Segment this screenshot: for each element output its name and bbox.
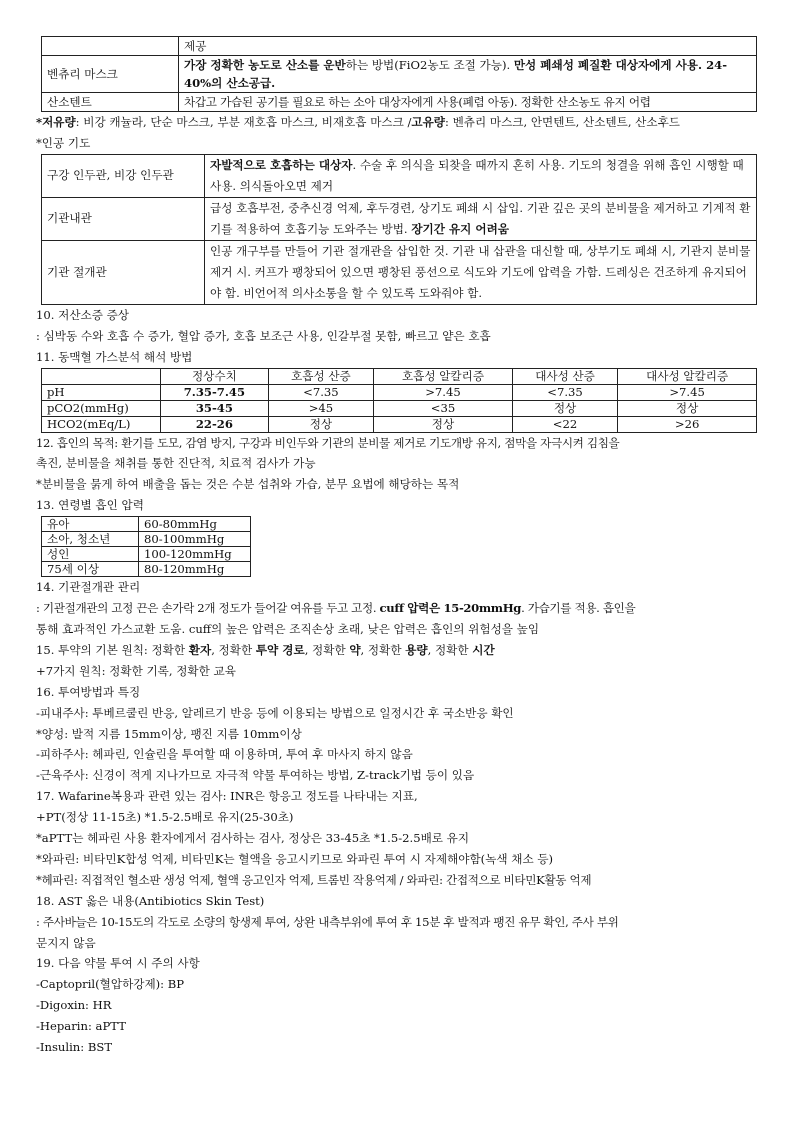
list-item: -Digoxin: HR xyxy=(36,998,112,1013)
table-row xyxy=(42,400,757,416)
column-header xyxy=(42,368,161,384)
table-cell: >45 xyxy=(268,400,373,416)
section-body: 문지지 않음 xyxy=(36,935,96,950)
list-item: -피내주사: 투베르쿨린 반응, 알레르기 반응 등에 이용되는 방법으로 일정시간 후 국소반응 확인 xyxy=(36,705,514,720)
table-cell: <7.35 xyxy=(268,384,373,400)
table-cell: >7.45 xyxy=(374,384,513,400)
section-body: 통해 효과적인 가스교환 도움. cuff의 높은 압력은 조직손상 초래, 낮은 압력은 흡인의 위험성을 높임 xyxy=(36,621,540,636)
section-title: 15. 투약의 기본 원칙: 정확한 환자, 정확한 투약 경로, 정확한 약, 정확한 용량, 정확한 시간 xyxy=(36,642,495,657)
table-row xyxy=(42,197,757,240)
table-row xyxy=(42,517,251,532)
table-cell: pCO2(mmHg) xyxy=(42,400,161,416)
age-group: 75세 이상 xyxy=(42,562,139,577)
list-item: -피하주사: 헤파린, 인슐린을 투여할 때 이용하며, 투여 후 마사지 하지 않음 xyxy=(36,747,413,762)
section-title: 17. Wafarine복용과 관련 있는 검사: INR은 항응고 정도를 나타내는 지표, xyxy=(36,789,418,804)
section-title: 10. 저산소증 증상 xyxy=(36,307,130,322)
section-body: +7가지 원칙: 정확한 기록, 정확한 교육 xyxy=(36,663,236,678)
column-header: 호흡성 알칼리증 xyxy=(374,368,513,384)
table-cell: 정상 xyxy=(374,416,513,432)
list-item: *와파린: 비타민K합성 억제, 비타민K는 혈액을 응고시키므로 와파린 투여 시 자제해야함(녹색 채소 등) xyxy=(36,851,554,866)
airway-label: 기관내관 xyxy=(42,197,205,240)
table-cell: 정상 xyxy=(268,416,373,432)
section-body: *분비물을 묽게 하여 배출을 돕는 것은 수분 섭취와 가습, 분무 요법에 해당하는 목적 xyxy=(36,477,460,492)
artificial-airway-table xyxy=(41,154,757,305)
pressure-value: 60-80mmHg xyxy=(139,517,251,532)
age-group: 소아, 청소년 xyxy=(42,532,139,547)
pressure-value: 80-120mmHg xyxy=(139,562,251,577)
list-item: -Insulin: BST xyxy=(36,1040,113,1055)
airway-description: 자발적으로 호흡하는 대상자. 수술 후 의식을 되찾을 때까지 혼히 사용. 기도의 청결을 위해 흡인 시행할 때 사용. 의식돌아오면 제거 xyxy=(205,154,757,197)
section-body: : 심박동 수와 호흡 수 증가, 혈압 증가, 호흡 보조근 사용, 인갈부절 못함, 빠르고 얕은 호흡 xyxy=(36,328,491,343)
table-row xyxy=(42,56,757,93)
table-cell: 정상 xyxy=(618,400,757,416)
section-title: 16. 투여방법과 특징 xyxy=(36,684,141,699)
section-heading: *인공 기도 xyxy=(36,135,91,150)
list-item: *헤파린: 직접적인 혈소판 생성 억제, 혈액 응고인자 억제, 트롬빈 작용억제 / 와파린: 간접적으로 비타민K활동 억제 xyxy=(36,872,592,887)
table-row xyxy=(42,37,757,56)
airway-label: 기관 절개관 xyxy=(42,240,205,304)
table-row xyxy=(42,154,757,197)
column-header: 호흡성 산증 xyxy=(268,368,373,384)
section-body: 촉진, 분비물을 채취를 통한 진단적, 치료적 검사가 가능 xyxy=(36,456,316,471)
table-cell: 정상 xyxy=(512,400,617,416)
list-item: *양성: 발적 지름 15mm이상, 팽진 지름 10mm이상 xyxy=(36,726,302,741)
table-row xyxy=(42,547,251,562)
table-cell: <22 xyxy=(512,416,617,432)
section-body: : 주사바늘은 10-15도의 각도로 소량의 항생제 투여, 상완 내측부위에 투여 후 15분 후 발적과 팽진 유무 확인, 주사 부위 xyxy=(36,914,619,929)
table-row xyxy=(42,416,757,432)
section-title: 11. 동맥혈 가스분석 해석 방법 xyxy=(36,349,193,364)
table-cell: 7.35-7.45 xyxy=(161,384,269,400)
device-description: 차갑고 가습된 공기를 필요로 하는 소아 대상자에게 사용(폐렴 아동). 정확한 산소농도 유지 어렵 xyxy=(179,93,757,112)
device-label xyxy=(42,37,179,56)
table-row xyxy=(42,562,251,577)
section-title: 13. 연령별 흡인 압력 xyxy=(36,498,144,513)
device-label: 산소텐트 xyxy=(42,93,179,112)
document-page xyxy=(36,36,758,1058)
table-row xyxy=(42,93,757,112)
section-title: 18. AST 옳은 내용(Antibiotics Skin Test) xyxy=(36,893,265,908)
airway-label: 구강 인두관, 비강 인두관 xyxy=(42,154,205,197)
age-group: 유아 xyxy=(42,517,139,532)
list-item: -Captopril(혈압하강제): BP xyxy=(36,977,185,992)
abg-table xyxy=(41,368,757,433)
table-cell: HCO2(mEq/L) xyxy=(42,416,161,432)
table-cell: 35-45 xyxy=(161,400,269,416)
list-item: -근육주사: 신경이 적게 지나가므로 자극적 약물 투여하는 방법, Z-track기법 등이 있음 xyxy=(36,768,475,783)
suction-pressure-table xyxy=(41,516,251,577)
column-header: 대사성 산증 xyxy=(512,368,617,384)
flow-note: *저유량: 비강 캐뉼라, 단순 마스크, 부분 재호흡 마스크, 비재호흡 마스크 /고유량: 벤츄리 마스크, 안면텐트, 산소텐트, 산소후드 xyxy=(36,115,680,129)
section-title: 19. 다음 약물 투여 시 주의 사항 xyxy=(36,956,200,971)
list-item: +PT(정상 11-15초) *1.5-2.5배로 유지(25-30초) xyxy=(36,810,294,825)
column-header: 정상수치 xyxy=(161,368,269,384)
table-cell: >7.45 xyxy=(618,384,757,400)
table-cell: <7.35 xyxy=(512,384,617,400)
column-header: 대사성 알칼리증 xyxy=(618,368,757,384)
table-row xyxy=(42,532,251,547)
table-row xyxy=(42,384,757,400)
section-title: 14. 기관절개관 관리 xyxy=(36,580,141,595)
list-item: *aPTT는 헤파린 사용 환자에게서 검사하는 검사, 정상은 33-45초 *1.5-2.5배로 유지 xyxy=(36,831,470,846)
table-header-row xyxy=(42,368,757,384)
device-description: 제공 xyxy=(179,37,757,56)
device-description: 가장 정확한 농도로 산소를 운반하는 방법(FiO2농도 조절 가능). 만성 폐쇄성 폐질환 대상자에게 사용. 24-40%의 산소공급. xyxy=(179,56,757,93)
pressure-value: 100-120mmHg xyxy=(139,547,251,562)
table-row xyxy=(42,240,757,304)
section-body: : 기관절개관의 고정 끈은 손가락 2개 정도가 들어갈 여유를 두고 고정. cuff 압력은 15-20mmHg. 가습기를 적용. 흡인을 xyxy=(36,601,636,616)
list-item: -Heparin: aPTT xyxy=(36,1019,126,1034)
airway-description: 인공 개구부를 만들어 기관 절개관을 삽입한 것. 기관 내 삽관을 대신할 때, 상부기도 폐쇄 시, 기관지 분비물 제거 시. 커프가 팽창되어 있으면 팽창된 풍선으로 식도와 기도에 압력을 가함. 드레싱은 건조하게 유지되어야 함. 비언어적 의사소통을 할 수 있도록 도와줘야 함. xyxy=(205,240,757,304)
table-cell: 22-26 xyxy=(161,416,269,432)
age-group: 성인 xyxy=(42,547,139,562)
oxygen-device-table xyxy=(41,36,757,112)
airway-description: 급성 호흡부전, 중추신경 억제, 후두경련, 상기도 폐쇄 시 삽입. 기관 깊은 곳의 분비물을 제거하고 기계적 환기를 적용하여 호흡기능 도와주는 방법. 장기간 유지 어려움 xyxy=(205,197,757,240)
pressure-value: 80-100mmHg xyxy=(139,532,251,547)
table-cell: pH xyxy=(42,384,161,400)
table-cell: <35 xyxy=(374,400,513,416)
table-cell: >26 xyxy=(618,416,757,432)
section-title: 12. 흡인의 목적: 환기를 도모, 감염 방지, 구강과 비인두와 기관의 분비물 제거로 기도개방 유지, 점막을 자극시켜 김침을 xyxy=(36,435,620,450)
device-label: 벤츄리 마스크 xyxy=(42,56,179,93)
